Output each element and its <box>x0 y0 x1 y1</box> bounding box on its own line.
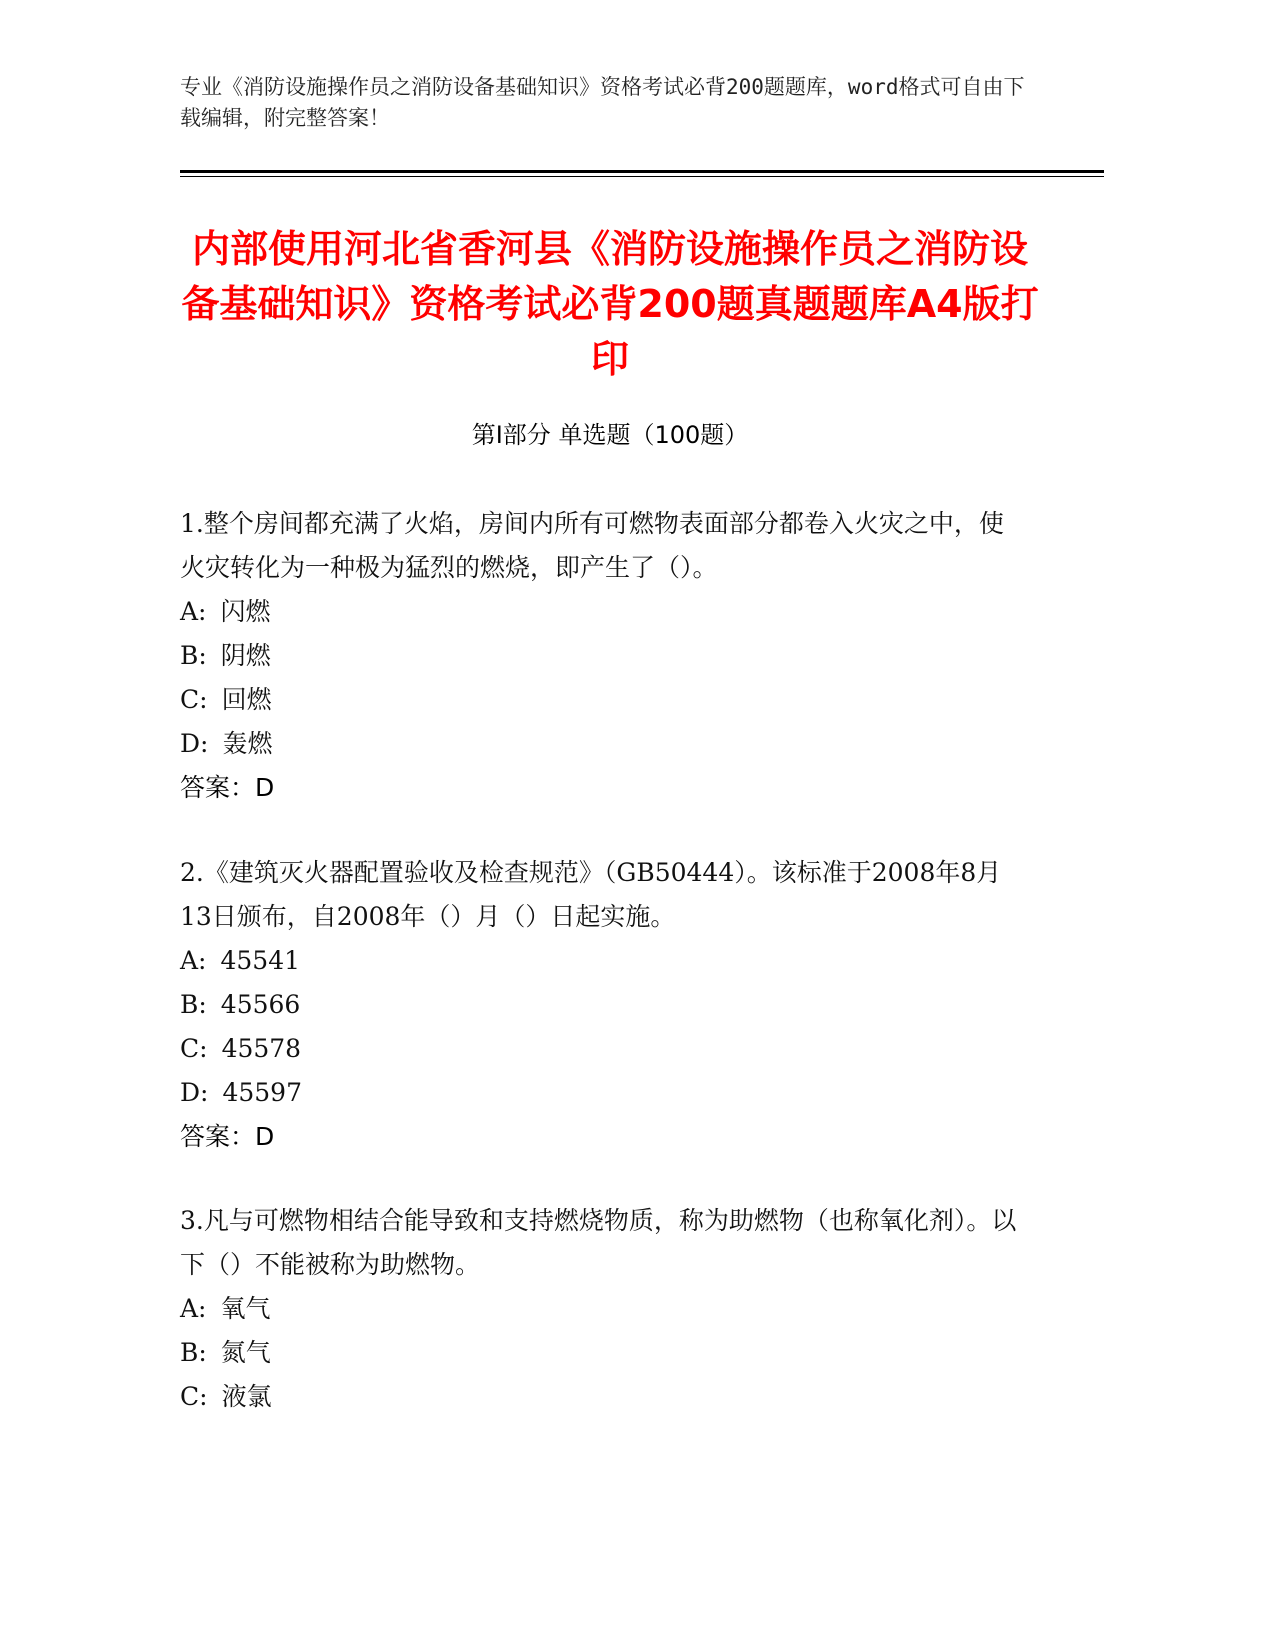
header-divider-thin <box>180 176 1104 177</box>
question-3 <box>180 1199 1020 1419</box>
question-option <box>180 634 1020 678</box>
question-option <box>180 1375 1020 1419</box>
option-text: 氮气 <box>220 1338 271 1367</box>
option-text: 45578 <box>221 1034 302 1063</box>
question-option <box>180 939 1020 983</box>
option-text: 闪燃 <box>220 597 271 626</box>
option-label: A: <box>180 597 207 626</box>
document-title: 内部使用河北省香河县《消防设施操作员之消防设备基础知识》资格考试必背200题真题题库A4版打印 <box>181 227 1039 381</box>
option-text: 阴燃 <box>220 641 271 670</box>
question-option <box>180 1331 1020 1375</box>
option-text: 液氯 <box>221 1382 272 1411</box>
question-option <box>180 1287 1020 1331</box>
option-label: A: <box>180 1294 207 1323</box>
option-label: B: <box>180 1338 207 1367</box>
question-option <box>180 1071 1020 1115</box>
question-2 <box>180 851 1020 1159</box>
option-label: C: <box>180 685 208 714</box>
question-stem: 2.《建筑灭火器配置验收及检查规范》（GB50444）。该标准于2008年8月13日颁布，自2008年（）月（）日起实施。 <box>180 858 1002 931</box>
question-option <box>180 722 1020 766</box>
section-title: 第Ⅰ部分 单选题（100题） <box>471 421 749 449</box>
question-1 <box>180 502 1020 810</box>
question-stem: 3.凡与可燃物相结合能导致和支持燃烧物质，称为助燃物（也称氧化剂）。以下（）不能被称为助燃物。 <box>180 1206 1017 1279</box>
document-header-note: 专业《消防设施操作员之消防设备基础知识》资格考试必背200题题库，word格式可自由下载编辑，附完整答案！ <box>180 75 1025 130</box>
question-option <box>180 1027 1020 1071</box>
option-text: 45541 <box>220 946 301 975</box>
option-text: 氧气 <box>220 1294 271 1323</box>
question-stem: 1.整个房间都充满了火焰，房间内所有可燃物表面部分都卷入火灾之中，使火灾转化为一种极为猛烈的燃烧，即产生了（）。 <box>180 509 1004 582</box>
question-option <box>180 590 1020 634</box>
option-label: B: <box>180 641 207 670</box>
question-option <box>180 678 1020 722</box>
question-answer: 答案：D <box>180 773 275 802</box>
question-option <box>180 983 1020 1027</box>
option-label: A: <box>180 946 207 975</box>
option-text: 45566 <box>220 990 301 1019</box>
question-answer: 答案：D <box>180 1122 275 1151</box>
option-label: B: <box>180 990 207 1019</box>
option-label: C: <box>180 1382 208 1411</box>
header-divider-thick <box>180 170 1104 173</box>
option-label: D: <box>180 729 209 758</box>
option-label: C: <box>180 1034 208 1063</box>
option-label: D: <box>180 1078 209 1107</box>
option-text: 轰燃 <box>222 729 273 758</box>
option-text: 45597 <box>222 1078 302 1107</box>
option-text: 回燃 <box>221 685 272 714</box>
